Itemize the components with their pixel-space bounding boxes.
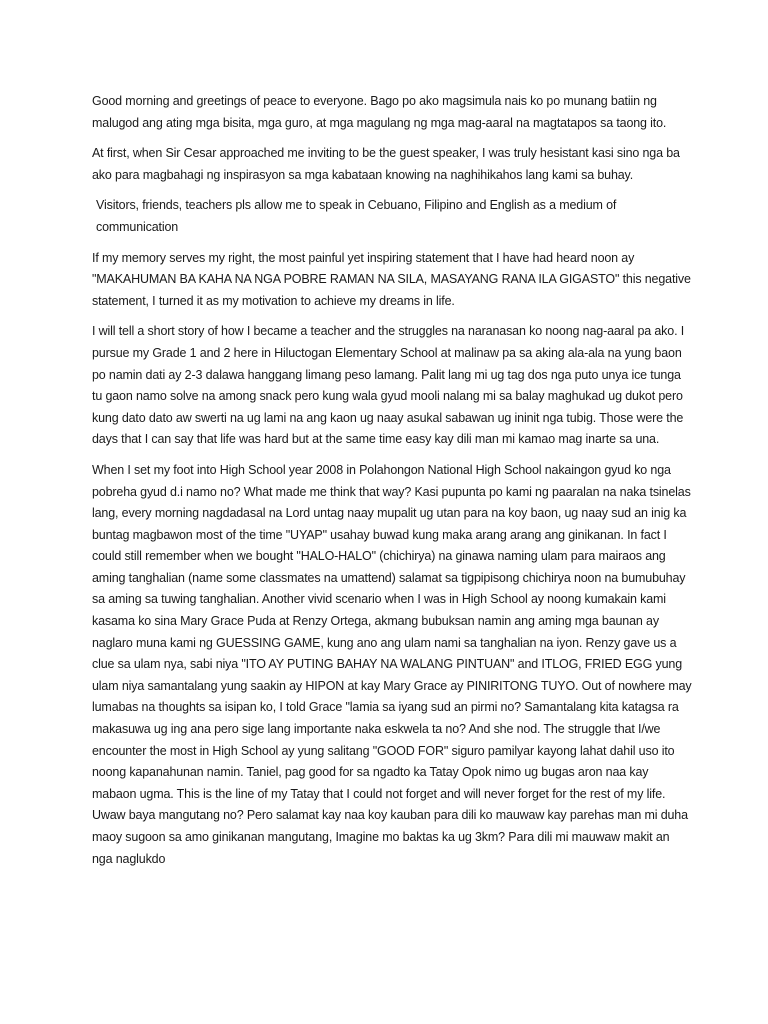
paragraph-greeting: Good morning and greetings of peace to everyone. Bago po ako magsimula nais ko po munang batiin ng malugod ang ating mga bisita, mga guro, at mga magulang ng mga mag-aaral na magtatapos sa taong ito. (92, 94, 667, 130)
paragraph-guest-speaker: At first, when Sir Cesar approached me inviting to be the guest speaker, I was truly hesistant kasi sino nga ba ako para magbahagi ng inspirasyon sa mga kabataan knowing na naghihikahos lang kami sa buhay. (92, 146, 680, 182)
paragraph-high-school: When I set my foot into High School year 2008 in Polahongon National High School nakaingon gyud ko nga pobreha gyud d.i namo no? What made me think that way? Kasi pupunta po kami ng paaralan na naka tsinelas lang, every morning nagdadasal na Lord untag naay mupalit ug utan para na koy baon, ug naay sud an inig ka buntag magbawon most of the time "UYAP" usahay buwad kung maka arang arang ang ginikanan. In fact I could still remember when we bought "HALO-HALO" (chichirya) na ginawa naming ulam para mairaos ang aming tanghalian (name some classmates na umattend) salamat sa tigpipisong chichirya noon na bumubuhay sa aming sa tuwing tanghalian. Another vivid scenario when I was in High School ay noong kumakain kami kasama ko sina Mary Grace Puda at Renzy Ortega, akmang bubuksan namin ang aming mga baunan ay naglaro muna kami ng GUESSING GAME, kung ano ang ulam nami sa tanghalian na iyon. Renzy gave us a clue sa ulam nya, sabi niya "ITO AY PUTING BAHAY NA WALANG PINTUAN" and ITLOG, FRIED EGG yung ulam niya samantalang yung saakin ay HIPON at kay Mary Grace ay PINIRITONG TUYO. Out of nowhere may lumabas na thoughts sa isipan ko, I told Grace "lamia sa iyang sud an pirmi no? Samantalang kita katagsa ra makasuwa ug ing ana pero sige lang importante naka eskwela ta no? And she nod. The struggle that I/we encounter the most in High School ay yung salitang "GOOD FOR" siguro pamilyar kayong lahat dahil uso ito noong kapanahunan namin. Taniel, pag good for sa ngadto ka Tatay Opok nimo ug bugas aron naa kay mabaon ugma. This is the line of my Tatay that I could not forget and will never forget for the rest of my life. Uwaw baya mangutang no? Pero salamat kay naa koy kauban para dili ko mauwaw kay parehas man mi duha maoy sugoon sa amo ginikanan mangutang, Imagine mo baktas ka ug 3km? Para dili mi mauwaw makit an nga naglukdo (92, 462, 692, 866)
document-page (92, 91, 692, 879)
paragraph-elementary: I will tell a short story of how I became a teacher and the struggles na naranasan ko noong nag-aaral pa ako. I pursue my Grade 1 and 2 here in Hiluctogan Elementary School at malinaw pa sa aking ala-ala na yung baon po namin dati ay 2-3 dalawa hanggang limang peso lamang. Palit lang mi ug tag dos nga puto unya ice tunga tu gaon namo solve na among snack pero kung wala gyud mooli nalang mi sa balay maghukad ug dukot pero kung dato dato aw swerti na ug lami na ang kaon ug naay asukal sabawan ug ininit nga tubig. Those were the days that I can say that life was hard but at the same time easy kay dili man mi kamao mag inarte sa una. (92, 324, 685, 447)
paragraph-language: Visitors, friends, teachers pls allow me to speak in Cebuano, Filipino and English as a medium of communication (96, 198, 617, 234)
paragraph-memory: If my memory serves my right, the most painful yet inspiring statement that I have had heard noon ay "MAKAHUMAN BA KAHA NA NGA POBRE RAMAN NA SILA, MASAYANG RANA ILA GIGASTO" this negative statement, I turned it as my motivation to achieve my dreams in life. (92, 250, 691, 308)
